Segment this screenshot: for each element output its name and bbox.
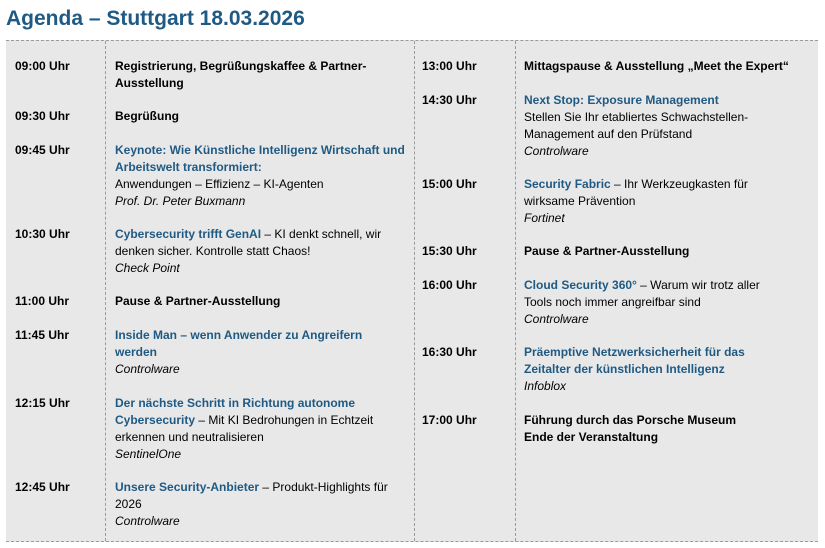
agenda-title-link[interactable]: Präemptive Netzwerksicherheit für das Zeitalter der künstlichen Intelligenz <box>524 345 745 376</box>
agenda-title-link[interactable]: Der nächste Schritt in Richtung autonome Cybersecurity <box>115 396 356 427</box>
agenda-speaker: Check Point <box>115 261 180 275</box>
agenda-time: 16:30 Uhr <box>422 345 477 359</box>
column-divider <box>515 41 516 541</box>
agenda-title: Begrüßung <box>115 109 179 123</box>
agenda-title-link[interactable]: Next Stop: Exposure Management <box>524 93 719 107</box>
agenda-time: 09:30 Uhr <box>15 109 70 123</box>
agenda-title-link[interactable]: Cybersecurity trifft GenAI <box>115 227 262 241</box>
agenda-speaker: Controlware <box>115 514 180 528</box>
agenda-time: 13:00 Uhr <box>422 59 477 73</box>
column-divider <box>414 41 415 541</box>
agenda-panel <box>6 40 818 542</box>
page-title: Agenda – Stuttgart 18.03.2026 <box>6 7 305 30</box>
agenda-description: Anwendungen – Effizienz – KI-Agenten <box>115 177 324 191</box>
agenda-description: – Mit KI Bedrohungen in Echtzeit erkennen und neutralisieren <box>115 413 374 444</box>
agenda-title-link[interactable]: Inside Man <box>115 328 178 342</box>
agenda-time: 15:30 Uhr <box>422 244 477 258</box>
agenda-time: 16:00 Uhr <box>422 278 477 292</box>
column-divider <box>105 41 106 541</box>
agenda-title: Pause & Partner-Ausstellung <box>524 244 690 258</box>
agenda-title-rest: – wenn Anwender zu Angreifern werden <box>115 328 363 359</box>
agenda-speaker: Controlware <box>115 362 180 376</box>
agenda-time: 11:00 Uhr <box>15 294 70 308</box>
agenda-speaker: Infoblox <box>524 379 567 393</box>
agenda-time: 11:45 Uhr <box>15 328 70 342</box>
agenda-title-link[interactable]: Cloud Security 360° <box>524 278 637 292</box>
agenda-time: 12:45 Uhr <box>15 480 70 494</box>
agenda-time: 17:00 Uhr <box>422 413 477 427</box>
agenda-description: Stellen Sie Ihr etabliertes Schwachstellen-Management auf den Prüfstand <box>524 110 749 141</box>
agenda-time: 14:30 Uhr <box>422 93 477 107</box>
agenda-title: Führung durch das Porsche Museum <box>524 413 737 427</box>
agenda-time: 15:00 Uhr <box>422 177 477 191</box>
agenda-time: 10:30 Uhr <box>15 227 70 241</box>
agenda-description: – Warum wir trotz aller Tools noch immer angreifbar sind <box>524 278 760 309</box>
agenda-speaker: Controlware <box>524 312 589 326</box>
agenda-speaker: Prof. Dr. Peter Buxmann <box>115 194 246 208</box>
agenda-description: – Ihr Werkzeugkasten für wirksame Prävention <box>524 177 748 208</box>
agenda-title-link[interactable]: Keynote: Wie Künstliche Intelligenz Wirtschaft und Arbeitswelt transformiert: <box>115 143 405 174</box>
agenda-title: Pause & Partner-Ausstellung <box>115 294 281 308</box>
agenda-title-link[interactable]: Unsere Security-Anbieter <box>115 480 260 494</box>
agenda-speaker: Controlware <box>524 144 589 158</box>
agenda-speaker: Fortinet <box>524 211 565 225</box>
agenda-time: 12:15 Uhr <box>15 396 70 410</box>
agenda-title-link[interactable]: Security Fabric <box>524 177 611 191</box>
agenda-description: – Produkt-Highlights für 2026 <box>115 480 388 511</box>
agenda-description: – KI denkt schnell, wir denken sicher. Kontrolle statt Chaos! <box>115 227 382 258</box>
agenda-title: Registrierung, Begrüßungskaffee & Partner-Ausstellung <box>115 59 367 90</box>
agenda-time: 09:00 Uhr <box>15 59 70 73</box>
agenda-title: Mittagspause & Ausstellung „Meet the Expert“ <box>524 59 789 73</box>
agenda-speaker: SentinelOne <box>115 447 182 461</box>
agenda-title: Ende der Veranstaltung <box>524 430 659 444</box>
agenda-time: 09:45 Uhr <box>15 143 70 157</box>
